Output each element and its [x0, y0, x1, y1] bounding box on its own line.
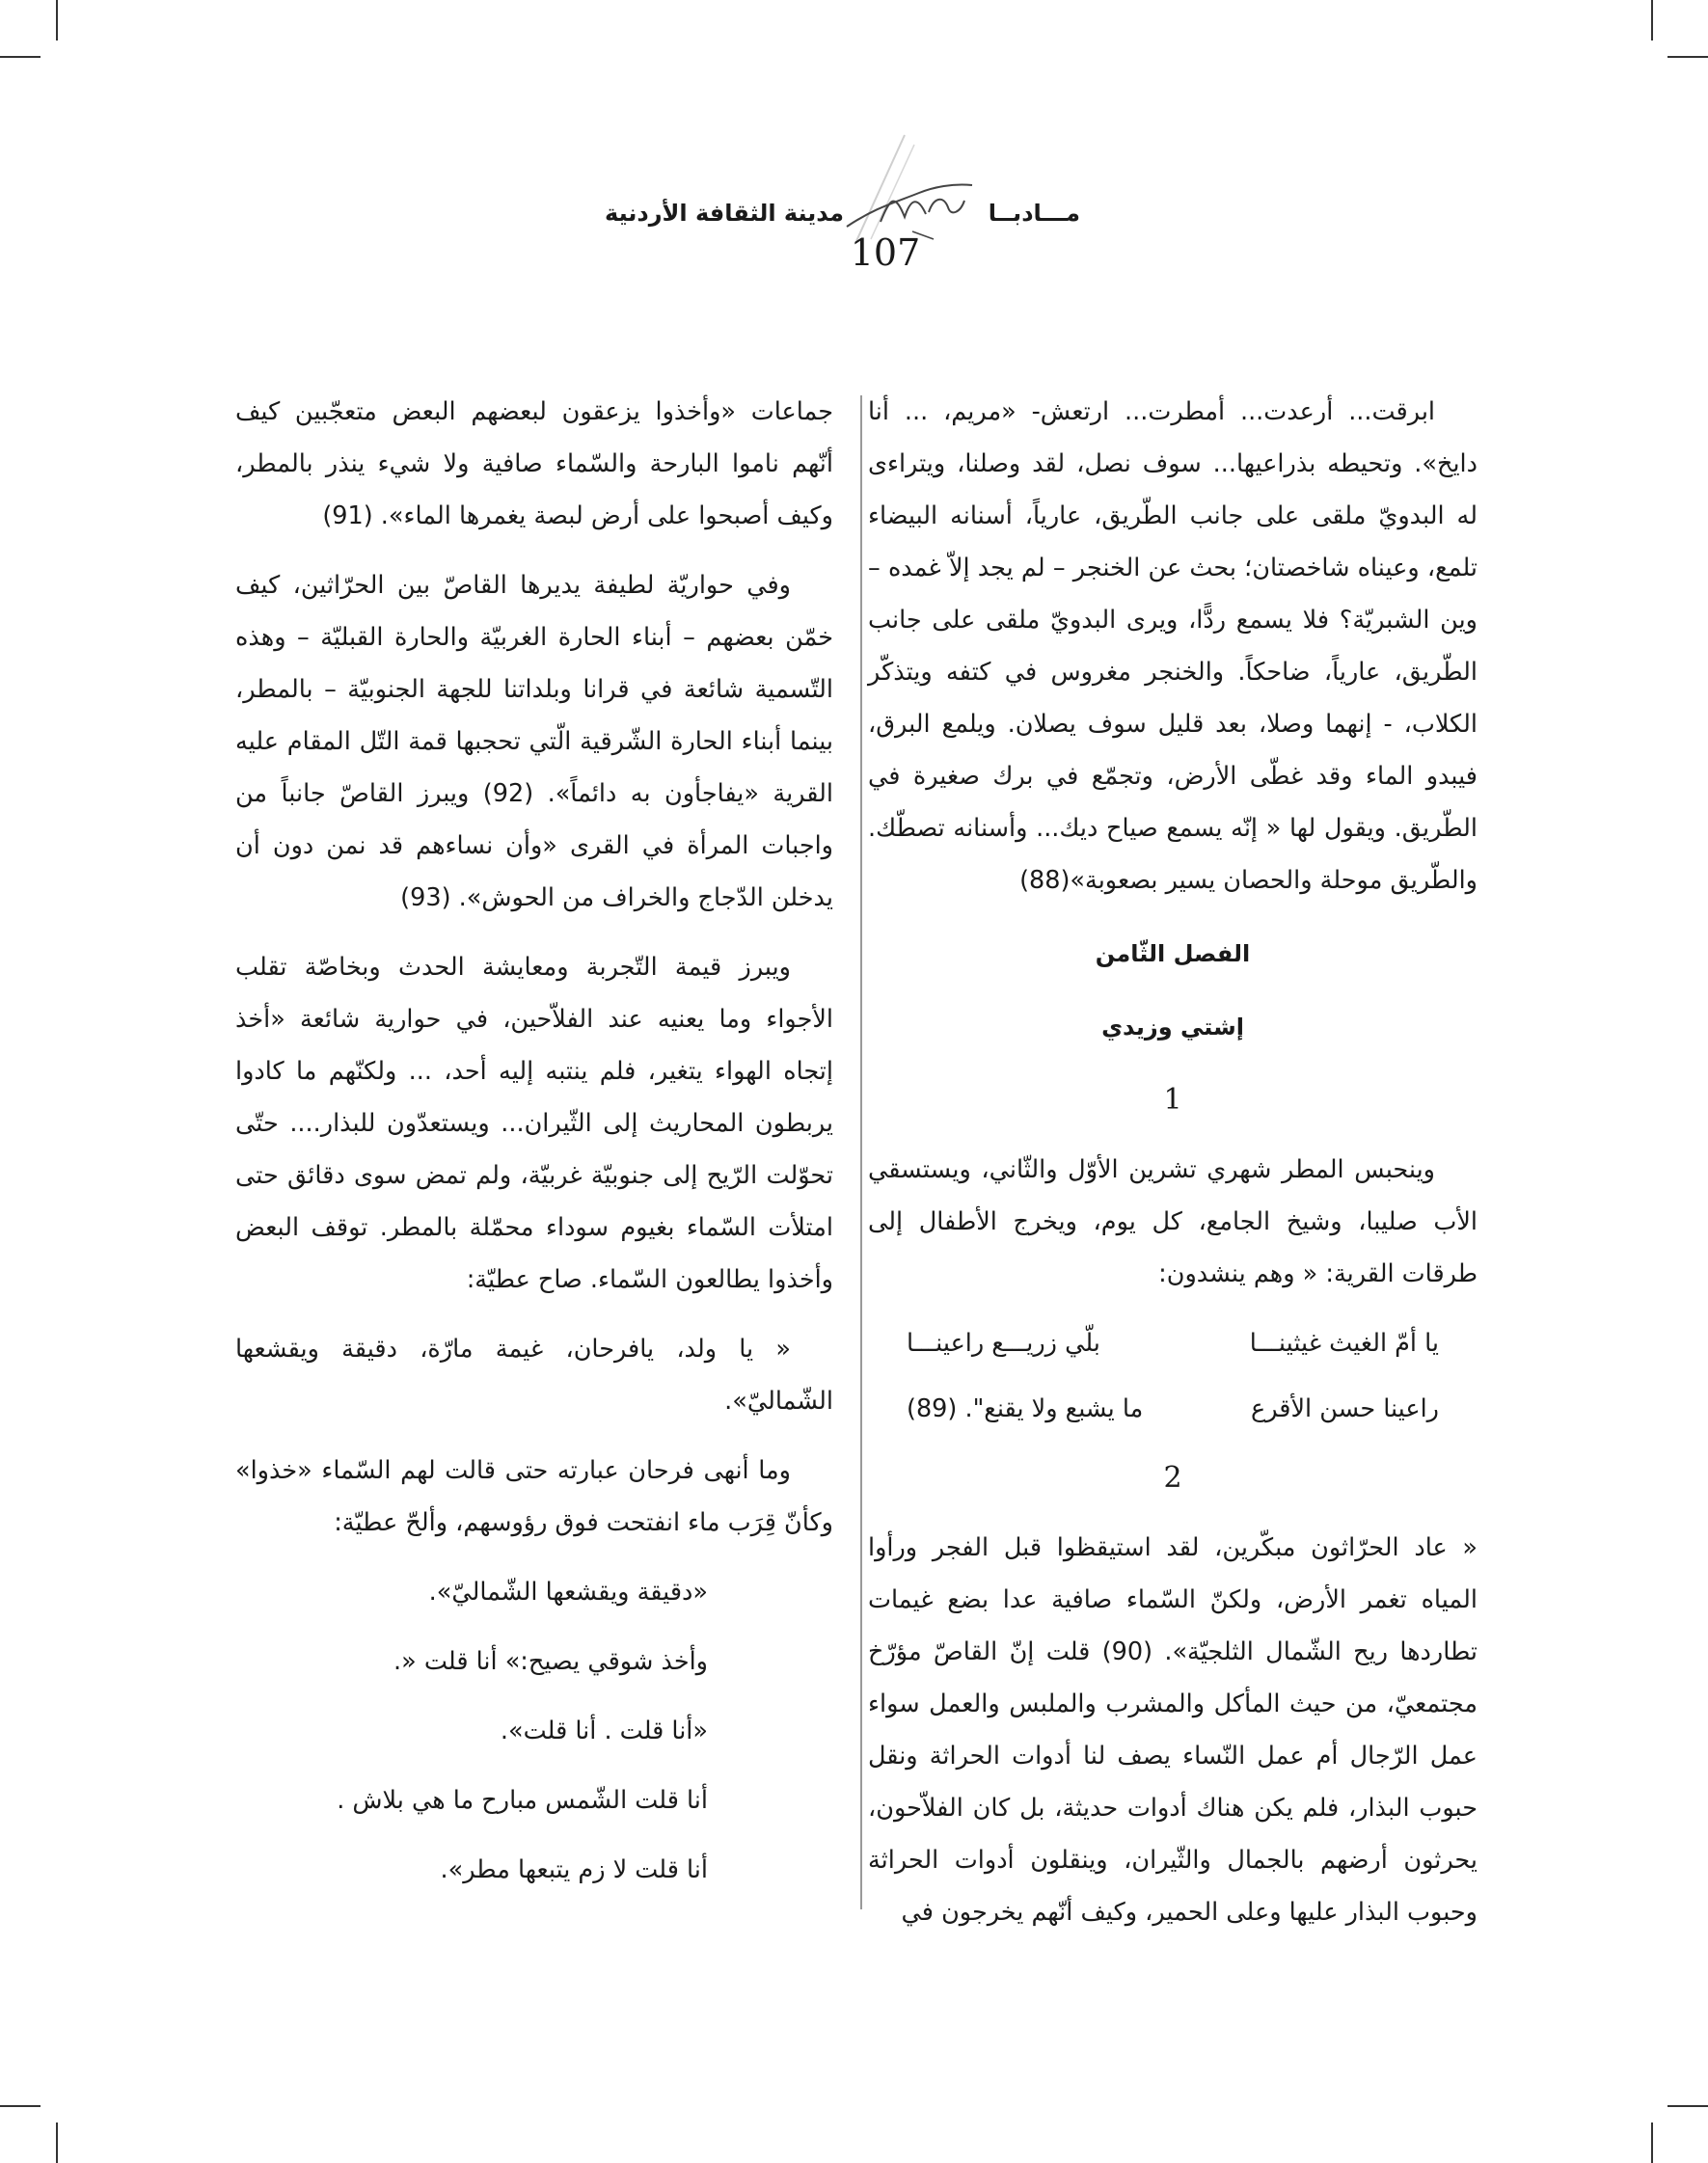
quote-line: وأخذ شوقي يصيح:» أنا قلت «. — [393, 1647, 708, 1676]
paragraph: وفي حواريّة لطيفة يديرها القاصّ بين الحرّاثين، كيف خمّن بعضهم – أبناء الحارة الغربيّة والحارة القبليّة – وهذه التّسمية شائعة في قرانا وبلداتنا للجهة الجنوبيّة – بالمطر، بينما أبناء الحارة الشّرقية الّتي تحجبها قمة التّل المقام عليه القرية «يفاجأون به دائماً». (92) ويبرز القاصّ جانباً من واجبات المرأة في القرى «وأن نساءهم قد نمن دون أن يدخلن الدّجاج والخراف من الحوش». (93) — [235, 571, 833, 912]
crop-mark — [56, 0, 58, 41]
left-column — [235, 386, 833, 1913]
paragraph: وما أنهى فرحان عبارته حتى قالت لهم السّماء «خذوا» وكأنّ قِرَب ماء انفتحت فوق رؤوسهم، وألحّ عطيّة: — [235, 1456, 833, 1537]
crop-mark — [1651, 0, 1653, 41]
quote-line: أنا قلت لا زم يتبعها مطر». — [440, 1855, 708, 1884]
section-number: 1 — [1163, 1083, 1182, 1117]
paragraph: ابرقت... أرعدت... أمطرت... ارتعش- «مريم، ... أنا دايخ». وتحيطه بذراعيها... سوف نصل، لقد وصلنا، ويتراءى له البدويّ ملقى على جانب الطّريق، عارياً، أسنانه البيضاء تلمع، وعيناه شاخصتان؛ بحث عن الخنجر – لم يجد إلاّ غمده – وين الشبريّة؟ فلا يسمع ردًّا، ويرى البدويّ ملقى على جانب الطّريق، عارياً، ضاحكاً. والخنجر مغروس في كتفه ويتذكّر الكلاب، - إنهما وصلا، بعد قليل سوف يصلان. ويلمع البرق، فيبدو الماء وقد غطّى الأرض، وتجمّع في برك صغيرة في الطّريق. ويقول لها « إنّه يسمع صياح ديك... وأسنانه تصطّك. والطّريق موحلة والحصان يسير بصعوبة»(88) — [868, 397, 1478, 895]
crop-mark — [0, 56, 41, 58]
crop-mark — [56, 2122, 58, 2163]
paragraph: ويبرز قيمة التّجربة ومعايشة الحدث وبخاصّة تقلب الأجواء وما يعنيه عند الفلاّحين، في حوارية شائعة «أخذ إتجاه الهواء يتغير، فلم ينتبه إليه أحد، ... ولكنّهم ما كادوا يربطون المحاريث إلى الثّيران... ويستعدّون للبذار.... حتّى تحوّلت الرّيح إلى جنوبيّة غربيّة، ولم تمض سوى دقائق حتى امتلأت السّماء بغيوم سوداء محمّلة بالمطر. توقف البعض وأخذوا يطالعون السّماء. صاح عطيّة: — [235, 953, 833, 1294]
crop-mark — [0, 2105, 41, 2107]
paragraph: « عاد الحرّاثون مبكّرين، لقد استيقظوا قبل الفجر ورأوا المياه تغمر الأرض، ولكنّ السّماء صافية عدا بضع غيمات تطاردها ريح الشّمال الثلجيّة». (90) قلت إنّ القاصّ مؤرّخ مجتمعيّ، من حيث المأكل والمشرب والملبس والعمل سواء عمل الرّجال أم عمل النّساء يصف لنا أدوات الحراثة ونقل حبوب البذار، فلم يكن هناك أدوات حديثة، بل كان الفلاّحون، يحرثون أرضهم بالجمال والثّيران، وينقلون أدوات الحراثة وحبوب البذار عليها وعلى الحمير، وكيف أنّهم يخرجون في — [868, 1533, 1478, 1927]
chapter-subtitle: إشتي وزيدي — [1101, 1014, 1244, 1041]
paragraph: جماعات «وأخذوا يزعقون لبعضهم البعض متعجّبين كيف أنّهم ناموا البارحة والسّماء صافية ولا شيء ينذر بالمطر، وكيف أصبحوا على أرض لبصة يغمرها الماء». (91) — [235, 397, 833, 530]
quote-line: «أنا قلت . أنا قلت». — [500, 1717, 708, 1745]
crop-mark — [1667, 56, 1708, 58]
quote-line: أنا قلت الشّمس مبارح ما هي بلاش . — [337, 1786, 708, 1815]
chapter-title: الفصل الثّامن — [1095, 940, 1251, 967]
header-title: مدينة الثقافة الأردنية — [605, 200, 844, 227]
quote-line: «دقيقة ويقشعها الشّماليّ». — [428, 1578, 708, 1607]
header-brand: مـــادبــا — [988, 200, 1080, 227]
paragraph: « يا ولد، يافرحان، غيمة مارّة، دقيقة ويقشعها الشّماليّ». — [235, 1335, 833, 1416]
crop-mark — [1667, 2105, 1708, 2107]
verse-line — [868, 1317, 1478, 1369]
crop-mark — [1651, 2122, 1653, 2163]
page-number: 107 — [850, 231, 921, 274]
verse-hemistich: راعينا حسن الأقرع — [1250, 1394, 1439, 1423]
verse-hemistich: يا أمّ الغيث غيثينـــا — [1249, 1329, 1439, 1358]
section-number: 2 — [1163, 1461, 1182, 1495]
verse-line — [868, 1383, 1478, 1435]
verse-hemistich: بلّي زريـــع راعينـــا — [907, 1329, 1100, 1358]
paragraph: وينحبس المطر شهري تشرين الأوّل والثّاني، ويستسقي الأب صليبا، وشيخ الجامع، كل يوم، ويخرج الأطفال إلى طرقات القرية: « وهم ينشدون: — [868, 1155, 1478, 1288]
column-divider — [860, 395, 862, 1909]
verse-hemistich: ما يشبع ولا يقنع". (89) — [907, 1394, 1144, 1423]
right-column — [868, 386, 1478, 1956]
